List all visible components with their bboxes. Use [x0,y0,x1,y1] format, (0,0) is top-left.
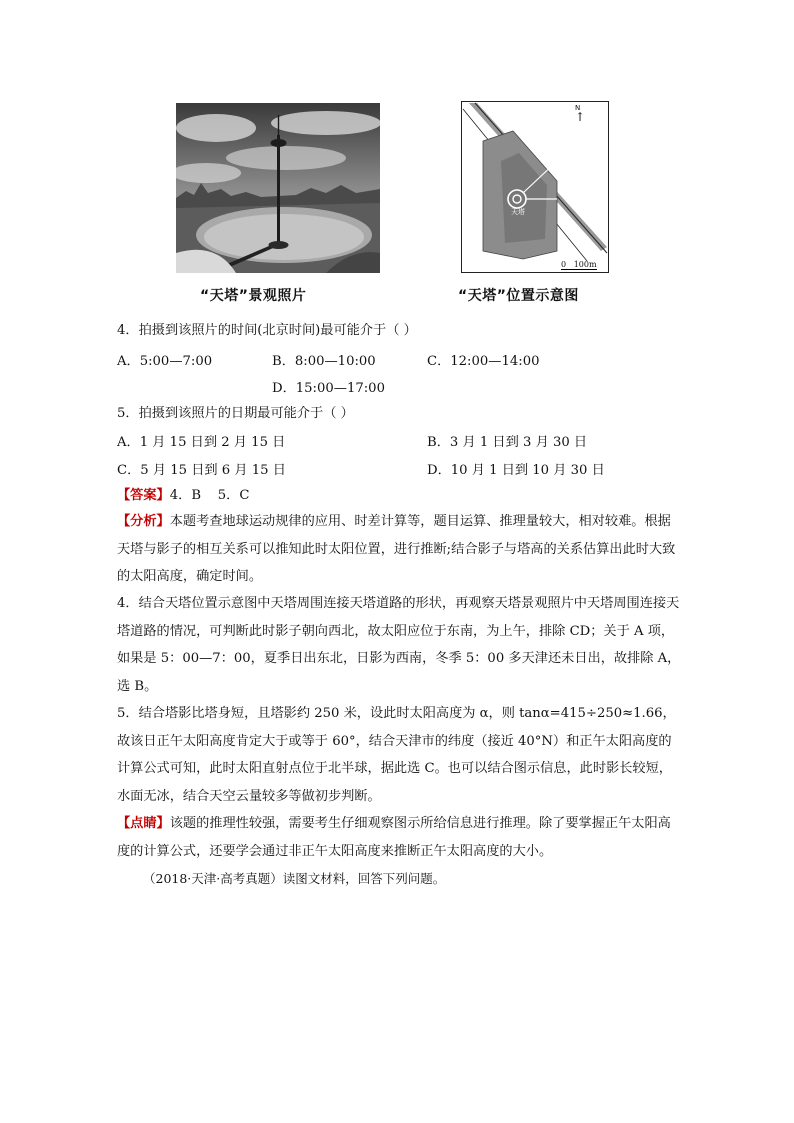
analysis-tag: 【分析】 [117,514,170,529]
question-4-option-d: D．15:00—17:00 [272,381,385,396]
explanation-5: 5．结合塔影比塔身短，且塔影约 250 米，设此时太阳高度为 α，则 tanα=415÷250≈1.66，故该日正午太阳高度肯定大于或等于 60°，结合天津市的纬度（接近 40°N）和正午太阳高度的计算公式可知，此时太阳直射点位于北半球，据此选 C。也可以结合图示信息，此时影长较短，水面无冰，结合天空云量较多等做初步判断。 [117,706,676,804]
question-5-option-c: C．5 月 15 日到 6 月 15 日 [117,463,286,478]
map-scale: 0 100m [561,260,597,269]
next-question-intro: （2018·天津·高考真题）读图文材料，回答下列问题。 [143,871,446,886]
map-caption: “天塔”位置示意图 [458,288,579,304]
tower-location-map [461,101,609,273]
tower-photo [176,103,380,273]
question-4-option-b: B．8:00—10:00 [272,354,376,369]
question-5-option-b: B．3 月 1 日到 3 月 30 日 [427,435,588,450]
map-north-label: N [575,104,581,112]
answer-text: 4．B 5．C [169,488,250,503]
answer-line [117,486,249,506]
question-5-stem: 5．拍摄到该照片的日期最可能介于（ ） [117,406,354,421]
north-arrow-icon: ↑ [575,110,586,124]
analysis-paragraph [117,508,682,591]
question-5-option-d: D．10 月 1 日到 10 月 30 日 [427,463,605,478]
question-4-stem: 4．拍摄到该照片的时间(北京时间)最可能介于（ ） [117,323,417,338]
analysis-text: 本题考查地球运动规律的应用、时差计算等，题目运算、推理量较大，相对较难。根据天塔与影子的相互关系可以推知此时太阳位置，进行推断;结合影子与塔高的关系估算出此时大致的太阳高度，确定时间。 [117,514,676,584]
tip-text: 该题的推理性较强，需要考生仔细观察图示所给信息进行推理。除了要掌握正午太阳高度的计算公式，还要学会通过非正午太阳高度来推断正午太阳高度的大小。 [117,816,671,859]
question-4-option-a: A．5:00—7:00 [117,354,213,369]
tower-photo-image [176,103,380,273]
tip-paragraph [117,810,682,865]
answer-tag: 【答案】 [117,488,170,503]
map-tower-label: 天塔 [511,208,525,216]
question-4-option-c: C．12:00—14:00 [427,354,540,369]
tower-location-map-image [461,101,609,273]
photo-caption: “天塔”景观照片 [200,288,307,304]
explanation-4: 4．结合天塔位置示意图中天塔周围连接天塔道路的形状，再观察天塔景观照片中天塔周围连接天塔道路的情况，可判断此时影子朝向西北，故太阳应位于东南，为上午，排除 CD；关于 A 项，如果是 5：00—7：00，夏季日出东北，日影为西南，冬季 5：00 多天津还未日出，故排除 A，选 B。 [117,596,681,694]
question-5-option-a: A．1 月 15 日到 2 月 15 日 [117,435,286,450]
tip-tag: 【点睛】 [117,816,170,831]
